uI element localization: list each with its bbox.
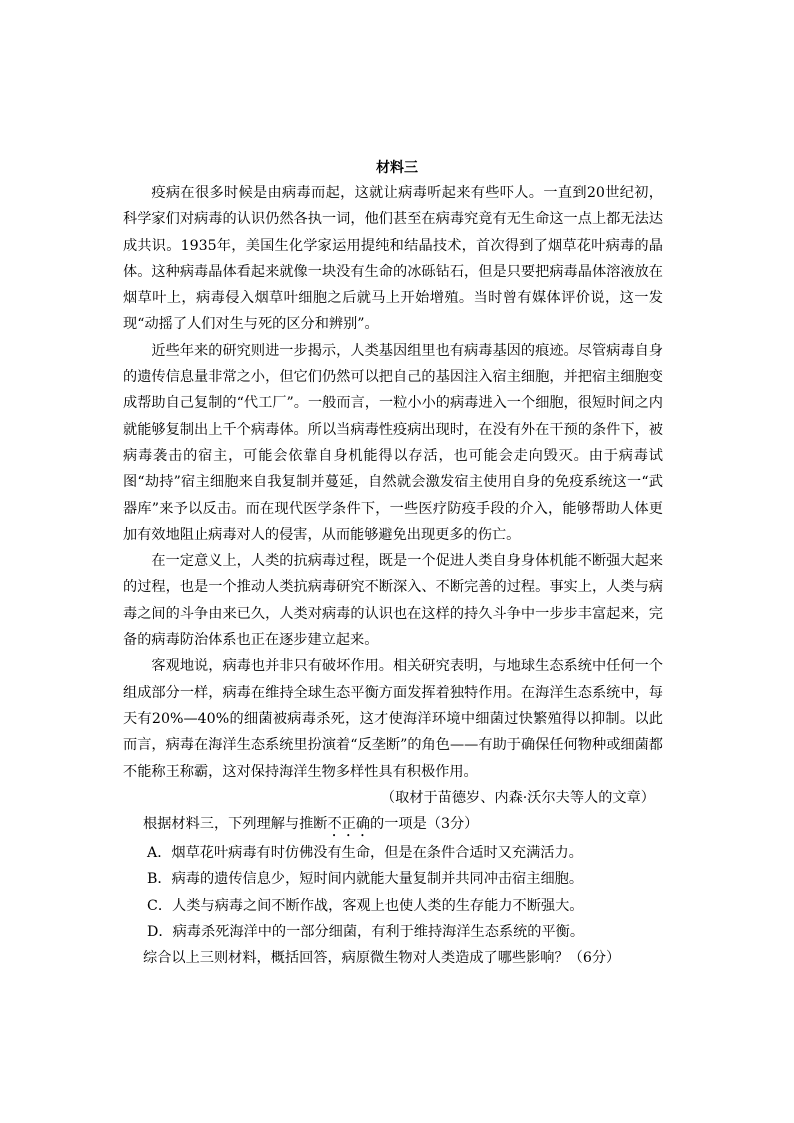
question-1-emphasis: 不正确 [327,816,371,833]
option-b: B．病毒的遗传信息少，短时间内就能大量复制并共同冲击宿主细胞。 [147,871,584,888]
option-c: C．人类与病毒之间不断作战，客观上也使人类的生存能力不断强大。 [147,897,584,914]
question-1 [123,811,663,840]
section-title: 材料三 [376,160,418,176]
paragraph-3: 在一定意义上，人类的抗病毒过程，既是一个促进人类自身身体机能不断强大起来的过程，也是一个推动人类抗病毒研究不断深入、不断完善的过程。事实上，人类与病毒之间的斗争由来已久，人类对病毒的认识也在这样的持久斗争中一步步丰富起来，完备的病毒防治体系也正在逐步建立起来。 [123,553,663,649]
passage-body [123,180,663,972]
question-1-suffix: 的一项是（3分） [370,816,479,833]
source-citation: （取材于苗德岁、内森·沃尔夫等人的文章） [380,789,655,806]
option-d: D．病毒杀死海洋中的一部分细菌，有利于维持海洋生态系统的平衡。 [147,924,585,941]
option-a: A．烟草花叶病毒有时仿佛没有生命，但是在条件合适时又充满活力。 [147,845,583,862]
paragraph-2: 近些年来的研究则进一步揭示，人类基因组里也有病毒基因的痕迹。尽管病毒自身的遗传信息量非常之小，但它们仍然可以把自己的基因注入宿主细胞，并把宿主细胞变成帮助自己复制的“代工厂”。一般而言，一粒小小的病毒进入一个细胞，很短时间之内就能够复制出上千个病毒体。所以当病毒性疫病出现时，在没有外在干预的条件下，被病毒袭击的宿主，可能会依靠自身机能得以存活，也可能会走向毁灭。由于病毒试图“劫持”宿主细胞来自我复制并蔓延，自然就会激发宿主使用自身的免疫系统这一“武器库”来予以反击。而在现代医学条件下，一些医疗防疫手段的介入，能够帮助人体更加有效地阻止病毒对人的侵害，从而能够避免出现更多的伤亡。 [123,342,663,543]
question-1-prefix: 根据材料三，下列理解与推断 [143,816,328,833]
question-2: 综合以上三则材料，概括回答，病原微生物对人类造成了哪些影响？（6分） [143,950,621,967]
paragraph-1: 疫病在很多时候是由病毒而起，这就让病毒听起来有些吓人。一直到20世纪初，科学家们对病毒的认识仍然各执一词，他们甚至在病毒究竟有无生命这一点上都无法达成共识。1935年，美国生化学家运用提纯和结晶技术，首次得到了烟草花叶病毒的晶体。这种病毒晶体看起来就像一块没有生命的冰砾钻石，但是只要把病毒晶体溶液放在烟草叶上，病毒侵入烟草叶细胞之后就马上开始增殖。当时曾有媒体评价说，这一发现“动摇了人们对生与死的区分和辨别”。 [123,185,663,333]
paragraph-4: 客观地说，病毒也并非只有破坏作用。相关研究表明，与地球生态系统中任何一个组成部分一样，病毒在维持全球生态平衡方面发挥着独特作用。在海洋生态系统中，每天有20%—40%的细菌被病毒杀死，这才使海洋环境中细菌过快繁殖得以抑制。以此而言，病毒在海洋生态系统里扮演着“反垄断”的角色——有助于确保任何物种或细菌都不能称王称霸，这对保持海洋生物多样性具有积极作用。 [123,658,663,780]
